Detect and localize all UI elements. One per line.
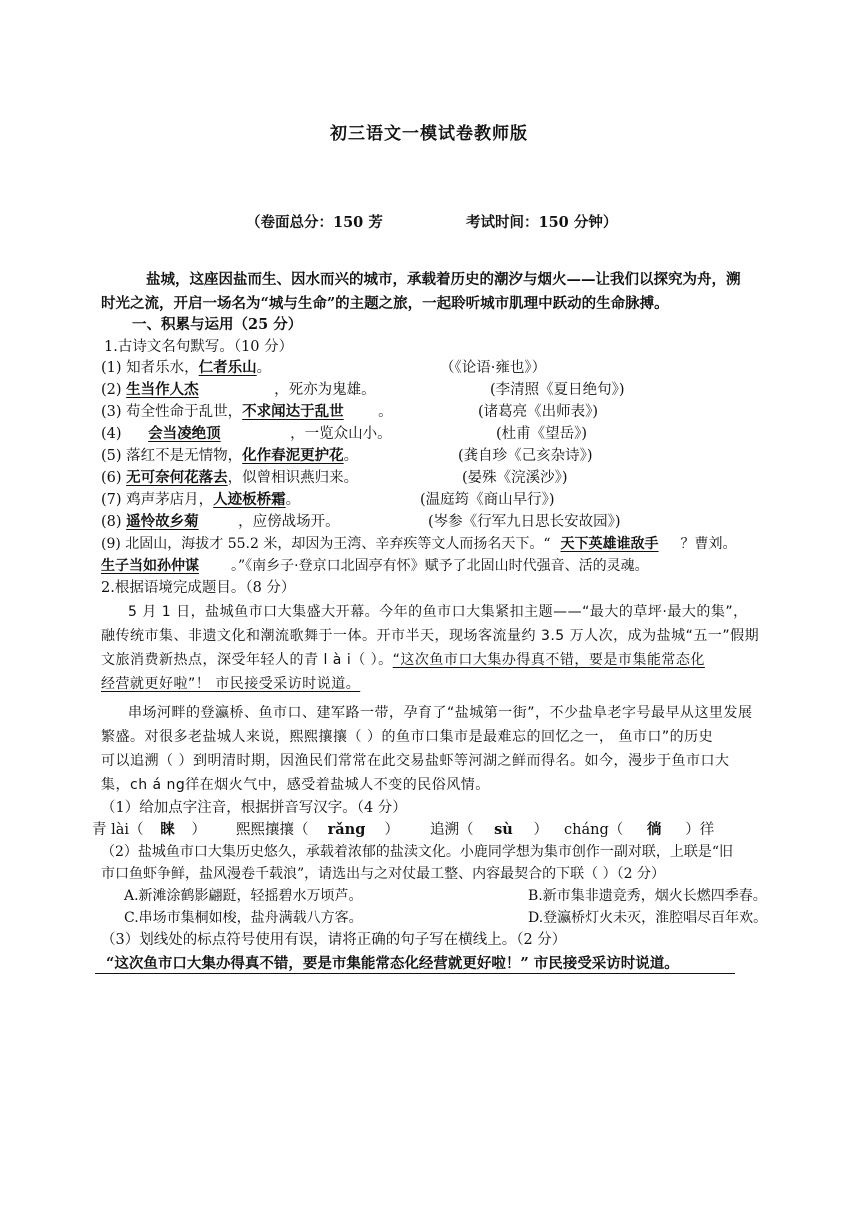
q2-heading: 2.根据语境完成题目。（8 分） bbox=[101, 580, 296, 596]
answer-line bbox=[95, 973, 735, 974]
q1-item-5: (5) 落红不是无情物，化作春泥更护花。 bbox=[101, 447, 359, 464]
page-title: 初三语文一模试卷教师版 bbox=[330, 124, 528, 144]
passage-line: 5 月 1 日，盐城鱼市口大集盛大开幕。今年的鱼市口大集紧扣主题——“最大的草坪·最大的集”， bbox=[128, 604, 748, 620]
q1-item-4: (4) 会当凌绝顶 ，一览众山小。 bbox=[101, 425, 392, 442]
sub3-answer: “这次鱼市口大集办得真不错，要是市集能常态化经营就更好啦！” 市民接受采访时说道。 bbox=[106, 955, 679, 972]
q1-item-6: (6) 无可奈何花落去，似曾相识燕归来。 bbox=[101, 469, 359, 486]
passage-line: 经营就更好啦”！ 市民接受采访时说道。 bbox=[101, 676, 361, 692]
answer: 化作春泥更护花 bbox=[242, 447, 344, 464]
source: (龚自珍《己亥杂诗》) bbox=[458, 448, 593, 464]
sub2-line-2: 市口鱼虾争鲜，盐风漫卷千载浪”，请选出与之对仗最工整、内容最契合的下联（ ）（2 分） bbox=[101, 866, 665, 882]
q1-item-9: (9) 北固山，海拔才 55.2 米，却因为王湾、辛弃疾等文人而扬名天下。“ 天下英雄谁敌手 ？曹刘。 bbox=[101, 536, 737, 552]
q1-item-8: (8) 遥怜故乡菊 ，应傍战场开。 bbox=[101, 513, 340, 530]
passage-line: 融传统市集、非遗文化和潮流歌舞于一体。开市半天，现场客流量约 3.5 万人次，成为盐城“五一”假期 bbox=[101, 628, 760, 644]
section-heading: 一、积累与运用（25 分） bbox=[132, 316, 303, 333]
pinyin-item: 追溯（ sù ） bbox=[430, 821, 548, 838]
option-a: A.新滩涂鹤影翩跹，轻摇碧水万顷芦。 bbox=[124, 888, 363, 904]
intro-line-2: 时光之流，开启一场名为“城与生命”的主题之旅，一起聆听城市肌理中跃动的生命脉搏。 bbox=[101, 295, 669, 312]
answer: 生子当如孙仲谋 bbox=[101, 558, 199, 574]
q1-item-1: (1) 知者乐水，仁者乐山。 bbox=[101, 359, 272, 376]
passage-line: 可以追溯（ ）到明清时期，因渔民们常常在此交易盐虾等河湖之鲜而得名。如今，漫步于鱼市口大 bbox=[101, 753, 730, 769]
option-b: B.新市集非遗竞秀，烟火长燃四季春。 bbox=[528, 888, 767, 904]
answer: 不求闻达于乱世 bbox=[242, 403, 344, 420]
source: (温庭筠《商山早行》) bbox=[420, 492, 555, 508]
intro-line-1: 盐城，这座因盐而生、因水而兴的城市，承载着历史的潮汐与烟火——让我们以探究为舟，溯 bbox=[146, 271, 741, 288]
q1-item-2: (2) 生当作人杰 ，死亦为鬼雄。 bbox=[101, 381, 376, 398]
passage-line: 文旅消费新热点，深受年轻人的青 l à i（ ）。“这次鱼市口大集办得真不错，要是市集能常态化 bbox=[101, 652, 705, 668]
passage-line: 繁盛。对很多老盐城人来说，熙熙攘攘（ ）的鱼市口集市是最难忘的回忆之一， 鱼市口”的历史 bbox=[101, 729, 714, 745]
q1-item-9-cont: 生子当如孙仲谋 。”《南乡子·登京口北固亭有怀》赋予了北固山时代强音、活的灵魂。 bbox=[101, 558, 649, 574]
q1-item-7: (7) 鸡声茅店月，人迹板桥霜。 bbox=[101, 491, 301, 508]
source: (杜甫《望岳》) bbox=[496, 426, 588, 442]
source: (李清照《夏日绝句》) bbox=[490, 382, 625, 398]
sub2-line-1: （2）盐城鱼市口大集历史悠久，承载着浓郁的盐渎文化。小鹿同学想为集市创作一副对联，上联是“旧 bbox=[101, 844, 734, 860]
pinyin-item: 熙熙攘攘（ rǎng ） bbox=[236, 821, 399, 838]
answer: 生当作人杰 bbox=[126, 381, 199, 398]
answer: 人迹板桥霜 bbox=[213, 491, 286, 508]
answer: 遥怜故乡菊 bbox=[126, 513, 199, 530]
passage-line: 集，ch á ng徉在烟火气中，感受着盐城人不变的民俗风情。 bbox=[101, 777, 490, 793]
option-d: D.登瀛桥灯火未灭，淮腔唱尽百年欢。 bbox=[528, 910, 768, 926]
source: (诸葛亮《出师表》) bbox=[478, 404, 599, 420]
passage-line: 串场河畔的登瀛桥、鱼市口、建军路一带，孕育了“盐城第一街”，不少盐阜老字号最早从这里发展 bbox=[128, 705, 753, 721]
option-c: C.串场市集桐如梭，盐舟满载八方客。 bbox=[124, 910, 363, 926]
answer: 天下英雄谁敌手 bbox=[560, 536, 659, 552]
pinyin-item: cháng（ 徜 ）徉 bbox=[564, 821, 715, 838]
answer: 仁者乐山 bbox=[198, 359, 257, 376]
sub1-heading: （1）给加点字注音，根据拼音写汉字。（4 分） bbox=[101, 800, 407, 816]
total-score: （卷面总分：150 芳 bbox=[246, 214, 383, 231]
q1-item-3: (3) 苟全性命于乱世，不求闻达于乱世 。 bbox=[101, 403, 393, 420]
answer: 无可奈何花落去 bbox=[126, 469, 228, 486]
source: (晏殊《浣溪沙》) bbox=[462, 470, 568, 486]
source: (岑参《行军九日思长安故园》) bbox=[428, 514, 621, 530]
q1-heading: 1.古诗文名句默写。（10 分） bbox=[104, 339, 294, 355]
source: （《论语·雍也》） bbox=[440, 360, 547, 376]
sub3-heading: （3）划线处的标点符号使用有误，请将正确的句子写在横线上。（2 分） bbox=[101, 932, 567, 948]
answer: 会当凌绝顶 bbox=[148, 425, 221, 442]
pinyin-item: 青 lài（ 睐 ） bbox=[92, 821, 207, 838]
exam-time: 考试时间：150 分钟） bbox=[466, 214, 618, 231]
